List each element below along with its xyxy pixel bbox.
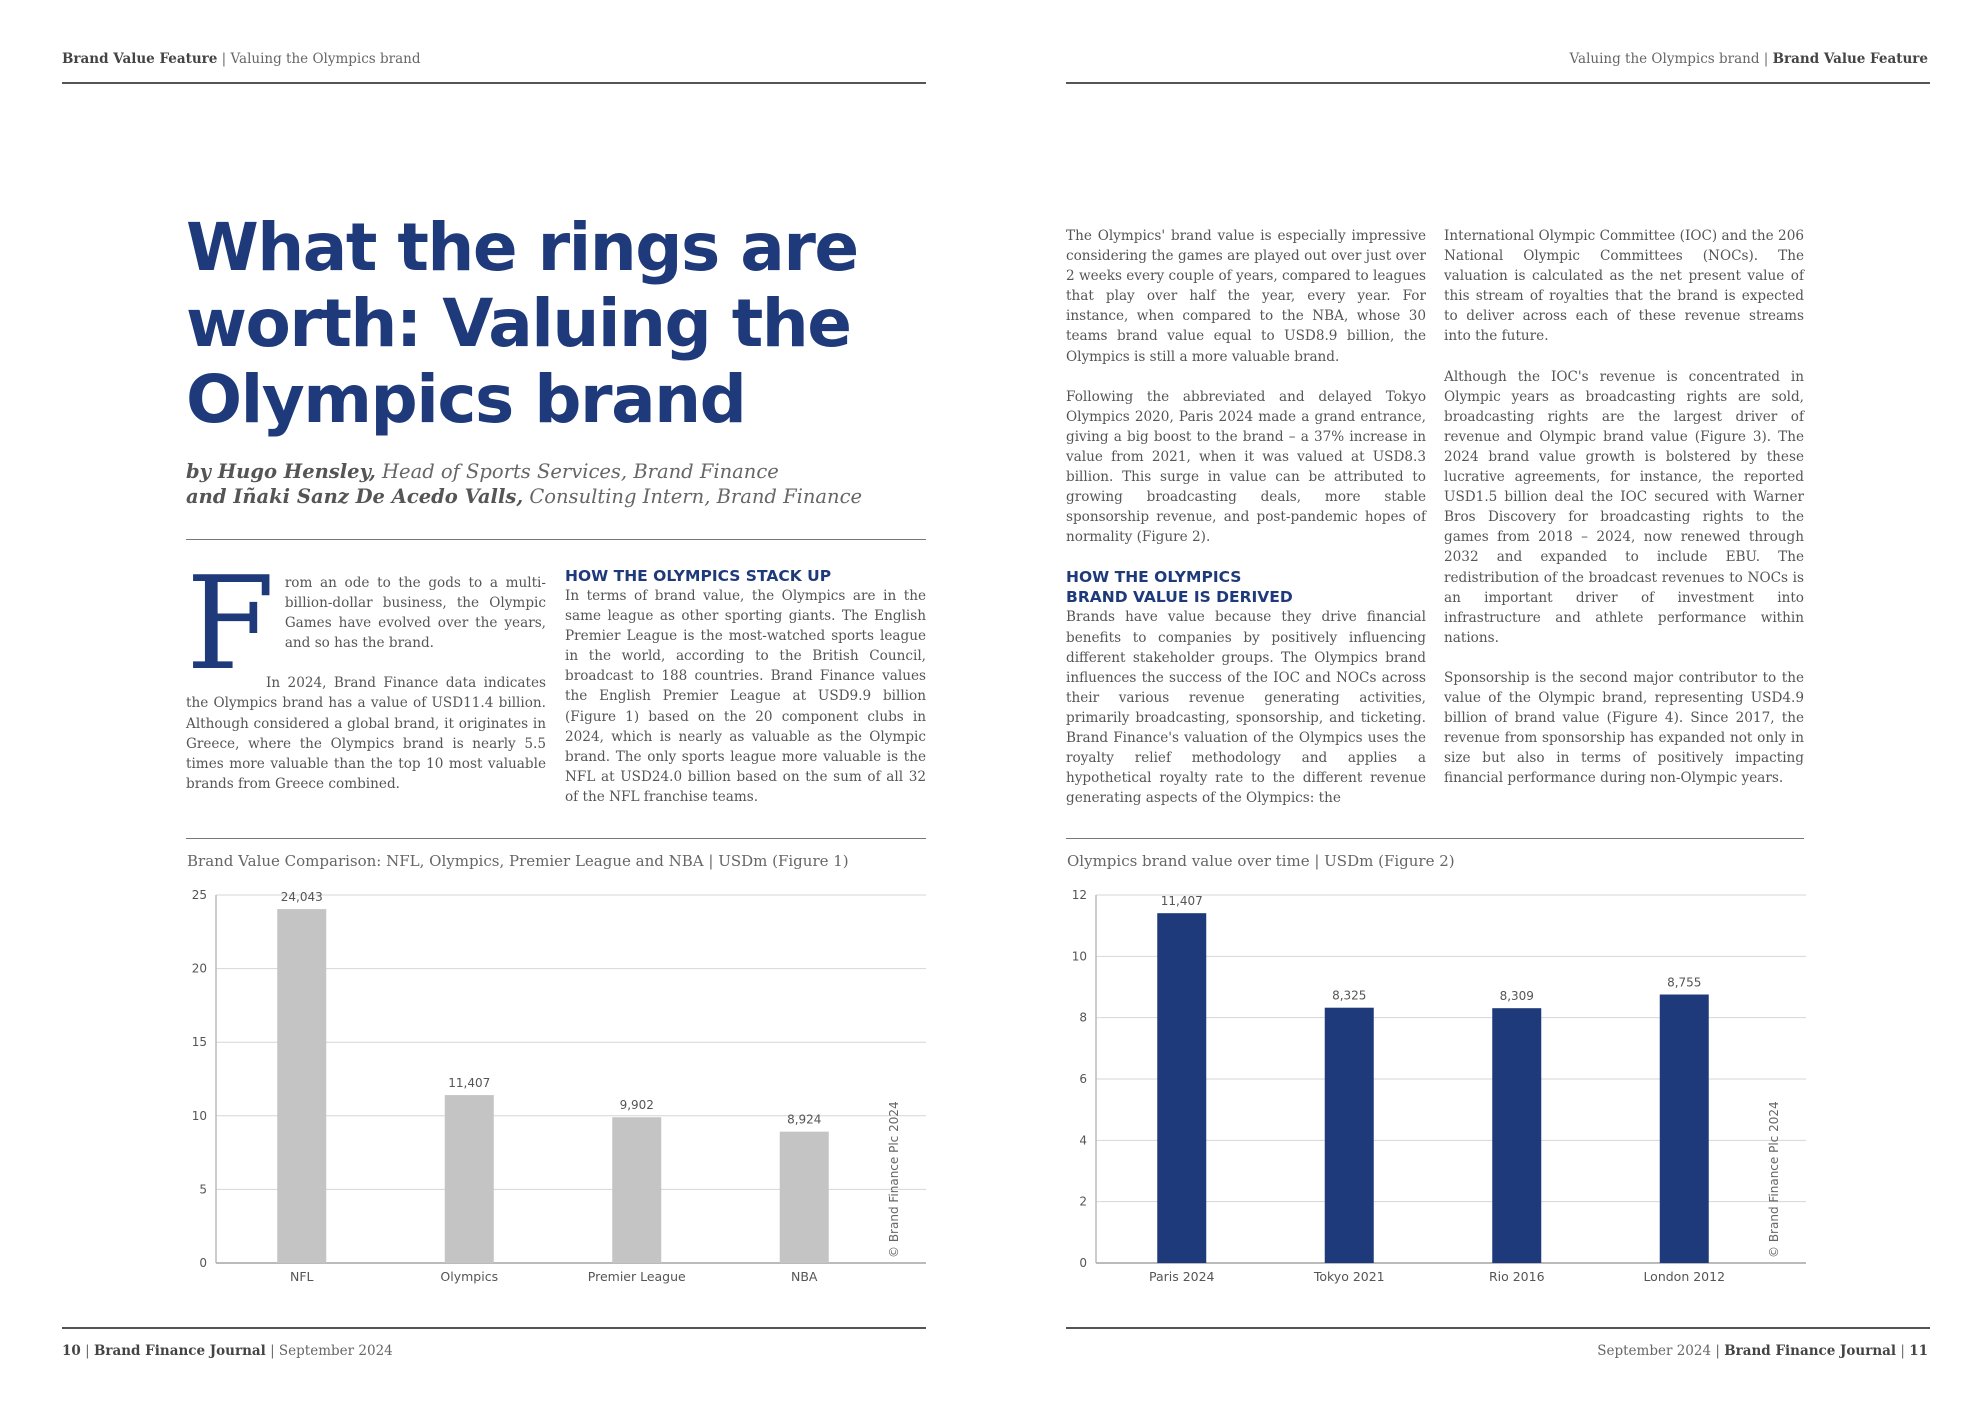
footer-separator: | [1711, 1343, 1725, 1359]
paragraph: In 2024, Brand Finance data indicates the Olympics brand has a value of USD11.4 billion. Although considered a global brand, it originates in Greece, where the Olympics brand is nearly 5.5 times more valuable than the top 10 most valuable brands from Greece combined. [186, 675, 546, 792]
chart-1-title: Brand Value Comparison: NFL, Olympics, Premier League and NBA | USDm (Figure 1) [187, 852, 849, 870]
y-tick-label: 5 [199, 1182, 207, 1197]
data-label: 24,043 [280, 890, 323, 905]
y-tick-label: 0 [199, 1256, 207, 1270]
header-rule-right [1066, 82, 1930, 84]
publication-name: Brand Finance Journal [1724, 1343, 1897, 1359]
data-label: 8,325 [1332, 988, 1367, 1003]
byline [186, 459, 926, 509]
chart-1 [170, 880, 940, 1300]
heading-line: HOW THE OLYMPICS [1066, 568, 1242, 587]
paragraph: Sponsorship is the second major contributor to the value of the Olympic brand, representing USD4.9 billion of brand value (Figure 4). Since 2017, the revenue from sponsorship has expanded not only in size but also in terms of positively impacting financial performance during non-Olympic years. [1444, 669, 1804, 787]
data-label: 9,902 [619, 1098, 654, 1113]
x-tick-label: Tokyo 2021 [1313, 1269, 1385, 1284]
body-column-3 [1066, 226, 1426, 828]
y-tick-label: 10 [191, 1108, 207, 1123]
y-tick-label: 6 [1079, 1072, 1087, 1086]
section-label: Brand Value Feature [62, 51, 218, 67]
section-heading [1066, 567, 1426, 607]
data-label: 11,407 [448, 1076, 491, 1091]
paragraph: rom an ode to the gods to a multi-billion-dollar business, the Olympic Games have evolved over the years, and so has the brand. [284, 575, 546, 652]
article-label: Valuing the Olympics brand [1569, 51, 1760, 67]
paragraph: Following the abbreviated and delayed Tokyo Olympics 2020, Paris 2024 made a grand entrance, giving a big boost to the brand – a 37% increase in value from 2021, when it was valued at USD8.3 billion. This surge in value can be attributed to growing broadcasting deals, more stable sponsorship revenue, and post-pandemic hopes of normality (Figure 2). [1066, 388, 1426, 546]
y-tick-label: 0 [1079, 1256, 1087, 1270]
body-column-2 [565, 566, 926, 827]
paragraph: In terms of brand value, the Olympics are in the same league as other sporting giants. The English Premier League is the most-watched sports league in the world, according to the British Council, broadcast to 188 countries. Brand Finance values the English Premier League at USD9.9 billion (Figure 1) based on the 20 component clubs in 2024, which is nearly as valuable as the Olympic brand. The only sports league more valuable is the NFL at USD24.0 billion based on the sum of all 32 of the NFL franchise teams. [565, 588, 926, 805]
section-label: Brand Value Feature [1772, 51, 1928, 67]
body-column-1 [186, 550, 546, 814]
copyright-credit: © Brand Finance Plc 2024 [1767, 1101, 1781, 1258]
data-label: 8,924 [787, 1112, 822, 1127]
page-number: 10 [62, 1343, 81, 1359]
article-label: Valuing the Olympics brand [230, 51, 421, 67]
x-tick-label: Premier League [587, 1269, 686, 1284]
data-label: 8,309 [1499, 989, 1534, 1004]
author-name: and Iñaki Sanz De Acedo Valls, [186, 485, 524, 508]
bar [780, 1132, 829, 1263]
author-name: by Hugo Hensley, [186, 460, 376, 483]
publication-name: Brand Finance Journal [93, 1343, 266, 1359]
footer-rule-left [62, 1327, 926, 1329]
y-tick-label: 20 [191, 961, 207, 976]
bar [1325, 1008, 1374, 1263]
bar [612, 1117, 661, 1263]
data-label: 11,407 [1160, 894, 1203, 909]
x-tick-label: Olympics [440, 1269, 499, 1284]
body-column-4 [1444, 226, 1804, 808]
bar [1492, 1008, 1541, 1263]
y-tick-label: 15 [191, 1035, 207, 1050]
bar [277, 909, 326, 1263]
y-tick-label: 10 [1071, 949, 1087, 964]
header-separator: | [217, 51, 231, 67]
footer-separator: | [265, 1343, 279, 1359]
page-number: 11 [1909, 1343, 1928, 1359]
byline-line-1 [186, 459, 926, 484]
issue-date: September 2024 [278, 1343, 393, 1359]
x-tick-label: London 2012 [1643, 1269, 1726, 1284]
footer-rule-right [1066, 1327, 1930, 1329]
x-tick-label: NBA [791, 1269, 818, 1284]
chart-2-title: Olympics brand value over time | USDm (Figure 2) [1067, 852, 1455, 870]
chart-2 [1050, 880, 1820, 1300]
footer-separator: | [1896, 1343, 1910, 1359]
drop-cap: F [186, 550, 275, 699]
paragraph: Brands have value because they drive financial benefits to companies by positively influencing different stakeholder groups. The Olympics brand influences the success of the IOC and NOCs across their various revenue generating activities, primarily broadcasting, sponsorship, and ticketing. Brand Finance's valuation of the Olympics uses the royalty relief methodology and applies a hypothetical royalty rate to the different revenue generating aspects of the Olympics: the [1066, 609, 1426, 807]
bar [1157, 913, 1206, 1263]
article-title: What the rings are worth: Valuing the Olympics brand [186, 209, 858, 438]
x-tick-label: Paris 2024 [1148, 1269, 1215, 1284]
x-tick-label: NFL [289, 1269, 314, 1284]
x-tick-label: Rio 2016 [1488, 1269, 1545, 1284]
author-role: Consulting Intern, Brand Finance [523, 485, 863, 508]
copyright-credit: © Brand Finance Plc 2024 [887, 1101, 901, 1258]
byline-line-2 [186, 484, 926, 509]
running-header-right [1570, 51, 1928, 67]
footer-separator: | [80, 1343, 94, 1359]
author-role: Head of Sports Services, Brand Finance [375, 460, 779, 483]
chart-1-rule [186, 838, 926, 839]
header-rule-left [62, 82, 926, 84]
issue-date: September 2024 [1597, 1343, 1712, 1359]
footer-right [1597, 1343, 1928, 1359]
paragraph: The Olympics' brand value is especially impressive considering the games are played out over just over 2 weeks every couple of years, compared to leagues that play over half the year, every year. For instance, when compared to the NBA, whose 30 teams brand value equal to USD8.9 billion, the Olympics is still a more valuable brand. [1066, 228, 1426, 365]
footer-left [62, 1343, 393, 1359]
y-tick-label: 25 [191, 888, 207, 902]
heading-line: BRAND VALUE IS DERIVED [1066, 588, 1293, 607]
section-heading: HOW THE OLYMPICS STACK UP [565, 567, 832, 585]
y-tick-label: 4 [1079, 1133, 1087, 1148]
chart-2-rule [1066, 838, 1804, 839]
y-tick-label: 12 [1071, 888, 1087, 902]
bar [1660, 995, 1709, 1263]
paragraph: Although the IOC's revenue is concentrated in Olympic years as broadcasting rights are sold, broadcasting rights are the largest driver of revenue and Olympic brand value (Figure 3). The 2024 brand value growth is bolstered by these lucrative agreements, for instance, the reported USD1.5 billion deal the IOC secured with Warner Bros Discovery for broadcasting rights to the games from 2018 – 2024, now renewed through 2032 and expanded to include EBU. The redistribution of the broadcast revenues to NOCs is an important driver of investment into infrastructure and athlete performance within nations. [1444, 368, 1804, 646]
data-label: 8,755 [1667, 975, 1702, 990]
byline-rule [186, 539, 926, 540]
y-tick-label: 2 [1079, 1194, 1087, 1209]
running-header-left [62, 51, 420, 67]
y-tick-label: 8 [1079, 1010, 1087, 1025]
bar [445, 1095, 494, 1263]
header-separator: | [1759, 51, 1773, 67]
paragraph: International Olympic Committee (IOC) and the 206 National Olympic Committees (NOCs). The valuation is calculated as the net present value of this stream of royalties that the brand is expected to deliver across each of these revenue streams into the future. [1444, 228, 1804, 345]
